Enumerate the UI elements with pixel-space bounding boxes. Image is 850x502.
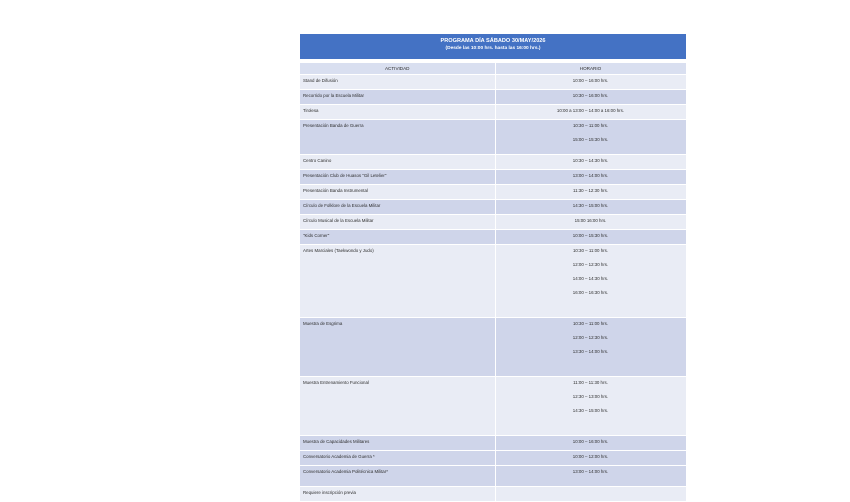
schedule-cell xyxy=(495,436,686,451)
program-sheet xyxy=(300,34,686,502)
time-slot: 13:00 – 14:00 hrs. xyxy=(572,469,609,474)
table-row xyxy=(300,466,686,487)
schedule-cell xyxy=(495,377,686,436)
table-row xyxy=(300,318,686,377)
activity-cell: Requiere inscripción previa xyxy=(300,487,495,502)
table-row xyxy=(300,436,686,451)
schedule-cell xyxy=(495,155,686,170)
time-slot: 12:00 – 12:30 hrs. xyxy=(572,335,609,340)
schedule-cell xyxy=(495,90,686,105)
time-slot: 10:00 – 16:00 hrs. xyxy=(572,439,609,444)
table-row xyxy=(300,185,686,200)
time-slot: 10:00 – 12:00 hrs. xyxy=(572,454,609,459)
schedule-cell xyxy=(495,75,686,90)
program-title: PROGRAMA DÍA SÁBADO 30/MAY/2026 xyxy=(440,38,546,44)
table-row xyxy=(300,487,686,502)
table-row xyxy=(300,155,686,170)
time-slot: 11:00 – 11:30 hrs. xyxy=(573,380,608,385)
time-slot: 14:30 – 15:00 hrs. xyxy=(572,408,609,413)
activity-cell: Recorrido por la Escuela Militar xyxy=(300,90,495,105)
schedule-cell xyxy=(495,466,686,487)
schedule-cell xyxy=(495,105,686,120)
time-slot xyxy=(496,487,686,501)
table-row xyxy=(300,120,686,155)
time-slot: 11:30 – 12:30 hrs. xyxy=(572,188,609,193)
table-row xyxy=(300,170,686,185)
column-header-horario: HORARIO xyxy=(495,63,686,75)
activity-cell: Tirolesa xyxy=(300,105,495,120)
table-row xyxy=(300,90,686,105)
schedule-cell xyxy=(495,185,686,200)
activity-cell: Muestra de Esgrima xyxy=(300,318,495,377)
time-slot: 12:30 – 13:00 hrs. xyxy=(572,394,609,399)
time-slot: 14:30 – 15:00 hrs. xyxy=(572,203,609,208)
activity-cell: Centro Canino xyxy=(300,155,495,170)
time-slot: 15:00 – 15:30 hrs. xyxy=(572,137,609,142)
schedule-cell xyxy=(495,318,686,377)
time-slot: 10:30 – 14:30 hrs. xyxy=(572,158,609,163)
schedule-cell xyxy=(495,170,686,185)
time-slot: 15:00 16:00 hrs. xyxy=(574,218,607,223)
table-header-row xyxy=(300,63,686,75)
time-slot: 10:30 – 11:00 hrs. xyxy=(572,321,609,326)
table-row xyxy=(300,230,686,245)
schedule-table xyxy=(300,63,687,502)
time-slot: 10:30 – 11:00 hrs. xyxy=(572,123,609,128)
table-row xyxy=(300,200,686,215)
activity-cell: Conversatorio Academia Politécnica Militar* xyxy=(300,466,495,487)
table-row xyxy=(300,75,686,90)
column-header-actividad: ACTIVIDAD xyxy=(300,63,495,75)
activity-cell: Artes Marciales (Taekwondo y Judo) xyxy=(300,245,495,318)
time-slot: 10:30 – 11:00 hrs. xyxy=(572,248,609,253)
activity-cell: Stand de Difusión xyxy=(300,75,495,90)
activity-cell: Conversatorio Academia de Guerra * xyxy=(300,451,495,466)
activity-cell: Presentación Club de Huasos "Gil Letelier" xyxy=(300,170,495,185)
schedule-cell xyxy=(495,487,686,502)
table-row xyxy=(300,215,686,230)
table-row xyxy=(300,245,686,318)
program-subtitle: (Desde las 10:00 hrs. hasta las 16:00 hrs.) xyxy=(445,46,541,51)
activity-cell: Presentación Banda de Guerra xyxy=(300,120,495,155)
activity-cell: Círculo de Folklore de la Escuela Militar xyxy=(300,200,495,215)
schedule-cell xyxy=(495,215,686,230)
time-slot: 12:00 – 12:30 hrs. xyxy=(572,262,609,267)
program-header xyxy=(300,34,686,59)
time-slot: 10:00 – 15:30 hrs. xyxy=(572,233,609,238)
time-slot: 16:00 – 16:30 hrs. xyxy=(572,290,609,295)
time-slot: 10:30 – 16:00 hrs. xyxy=(572,93,609,98)
activity-cell: Muestra Entrenamiento Funcional xyxy=(300,377,495,436)
table-row xyxy=(300,105,686,120)
schedule-cell xyxy=(495,245,686,318)
schedule-cell xyxy=(495,230,686,245)
time-slot: 14:00 – 14:30 hrs. xyxy=(572,276,609,281)
activity-cell: "Kids Corner" xyxy=(300,230,495,245)
table-row xyxy=(300,377,686,436)
schedule-cell xyxy=(495,200,686,215)
time-slot: 10:00 – 16:00 hrs. xyxy=(572,78,609,83)
table-row xyxy=(300,451,686,466)
activity-cell: Muestra de Capacidades Militares xyxy=(300,436,495,451)
time-slot: 10:00 a 13:00 – 14:00 a 16:00 hrs. xyxy=(556,108,625,113)
activity-cell: Presentación Banda Instrumental xyxy=(300,185,495,200)
schedule-cell xyxy=(495,451,686,466)
time-slot: 13:00 – 14:00 hrs. xyxy=(572,173,609,178)
time-slot: 13:30 – 14:00 hrs. xyxy=(572,349,609,354)
activity-cell: Círculo Musical de la Escuela Militar xyxy=(300,215,495,230)
schedule-cell xyxy=(495,120,686,155)
